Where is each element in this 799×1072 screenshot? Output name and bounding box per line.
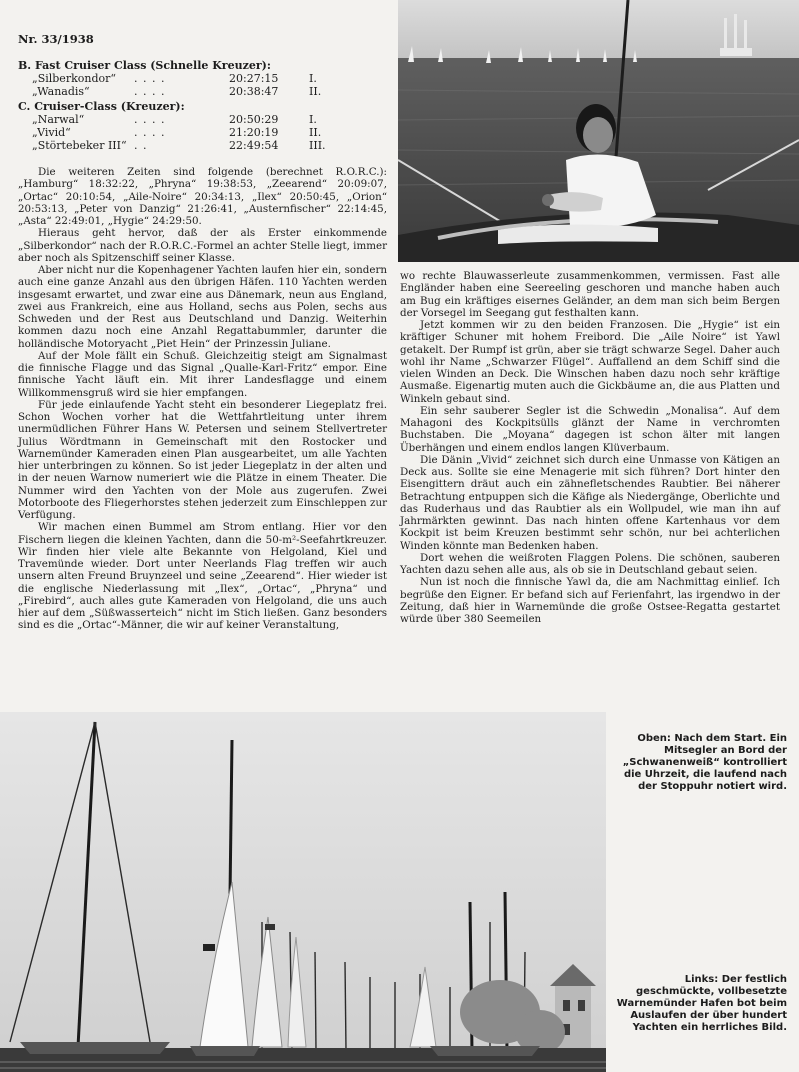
paragraph: Dort wehen die weißroten Flaggen Polens. Die schönen, sauberen Yachten dazu sehen alle aus, als ob sie in Deutschland gebaut seien. xyxy=(400,551,780,576)
harbour-yachts-photo xyxy=(0,712,606,1072)
result-row: „Vivid“ . . . . 21:20:19 II. xyxy=(32,126,322,140)
issue-number: Nr. 33/1938 xyxy=(18,32,94,46)
race-results xyxy=(18,58,388,152)
class-heading: C. Cruiser-Class (Kreuzer): xyxy=(18,99,185,113)
paragraph: Für jede einlaufende Yacht steht ein besonderer Liegeplatz frei. Schon Wochen vorher hat die Wettfahrtleitung unter ihrem unermüdlichen Führer Hans W. Petersen und seinem Stellvertreter Julius Wördtmann in Gemeinschaft mit den Rostocker und Warnemünder Kameraden einen Plan ausgearbeitet, um alle Yachten hier unterbringen zu können. So ist jeder Liegeplatz in der alten und in der neuen Warnow numeriert wie die Plätze in einem Theater. Die Nummer wird den Yachten von der Mole aus zugerufen. Zwei Motorboote des Fliegerhorstes stehen jederzeit zum Einschleppen zur Verfügung. xyxy=(18,398,387,521)
paragraph: Auf der Mole fällt ein Schuß. Gleichzeitig steigt am Signalmast die finnische Flagge und das Signal „Qualle-Karl-Fritz“ empor. Eine finnische Yacht läuft ein. Mit ihrer Landesflagge und einem Willkommensgruß wird sie hier empfangen. xyxy=(18,349,387,399)
paragraph: Hieraus geht hervor, daß der als Erster einkommende „Silberkondor“ nach der R.O.R.C.-Formel an achter Stelle liegt, immer aber noch als Spitzenschiff seiner Klasse. xyxy=(18,227,387,264)
result-row: „Störtebeker III“ . . 22:49:54 III. xyxy=(32,139,326,153)
caption-bottom-photo: Links: Der festlich geschmückte, vollbesetzte Warnemünder Hafen bot beim Auslaufen der über hundert Yachten ein herrliches Bild. xyxy=(616,974,787,1033)
paragraph: Ein sehr sauberer Segler ist die Schwedin „Monalisa“. Auf dem Mahagoni des Kockpitsülls glänzt der Name in verchromten Buchstaben. Die „Moyana“ dagegen ist schon älter mit langen Überhängen und einem endlos langen Klüverbaum. xyxy=(400,404,780,454)
sailing-crew-photo xyxy=(398,0,799,262)
class-heading: B. Fast Cruiser Class (Schnelle Kreuzer): xyxy=(18,59,271,72)
paragraph: Die weiteren Zeiten sind folgende (berechnet R.O.R.C.): „Hamburg“ 18:32:22, „Phryna“ 19:38:53, „Zeearend“ 20:09:07, „Ortac“ 20:10:54, „Aile-Noire“ 20:34:13, „Ilex“ 20:50:45, „Orion“ 20:53:13, „Peter von Danzig“ 21:26:41, „Austernfischer“ 22:14:45, „Asta“ 22:49:01, „Hygie“ 24:29:50. xyxy=(18,166,387,227)
article-left-column xyxy=(18,166,387,632)
result-row: „Narwal“ . . . . 20:50:29 I. xyxy=(32,112,317,126)
result-row: „Silberkondor“ . . . . 20:27:15 I. xyxy=(32,72,317,86)
result-class-b xyxy=(18,59,388,99)
paragraph: Wir machen einen Bummel am Strom entlang. Hier vor den Fischern liegen die kleinen Yachten, dann die 50-m²-Seefahrtkreuzer. Wir finden hier viele alte Bekannte von Helgoland, Kiel und Travemünde wieder. Dort unter Neerlands Flag treffen wir auch unsern alten Freund Bruynzeel und seine „Zeearend“. Hier wieder ist die englische Niederlassung mit „Ilex“, „Ortac“, „Phryna“ und „Firebird“, auch alles gute Kameraden von Helgoland, die uns auch hier auf dem „Süßwasserteich“ nicht im Stich ließen. Ganz besonders sind es die „Ortac“-Männer, die wir auf keiner Veranstaltung, xyxy=(18,521,387,632)
paragraph: Aber nicht nur die Kopenhagener Yachten laufen hier ein, sondern auch eine ganze Anzahl aus den übrigen Häfen. 110 Yachten werden insgesamt erwartet, und zwar eine aus Dänemark, neun aus England, zwei aus Frankreich, eine aus Holland, sechs aus Polen, sechs aus Schweden und der Rest aus Deutschland und Danzig. Weiterhin kommen dazu noch eine Anzahl Regattabummler, darunter die holländische Motoryacht „Piet Hein“ der Prinzessin Juliane. xyxy=(18,264,387,350)
paragraph: Jetzt kommen wir zu den beiden Franzosen. Die „Hygie“ ist ein kräftiger Schuner mit hohem Freibord. Die „Aile Noire“ ist Yawl getakelt. Der Rumpf ist grün, aber sie trägt schwarze Segel. Daher auch wohl ihr Name „Schwarzer Flügel“. Auffallend an dem Schiff sind die vielen Winden an Deck. Die Winschen haben dazu noch sehr kräftige Ausmaße. Eigenartig muten auch die Gickbäume an, die aus Platten und Winkeln gebaut sind. xyxy=(400,319,780,405)
caption-top-photo: Oben: Nach dem Start. Ein Mitsegler an Bord der „Schwanenweiß“ kontrolliert die Uhrzeit, die laufend nach der Stoppuhr notiert wird. xyxy=(622,733,787,792)
result-row: „Wanadis“ . . . . 20:38:47 II. xyxy=(32,85,322,99)
paragraph: wo rechte Blauwasserleute zusammenkommen, vermissen. Fast alle Engländer haben eine Seereeling geschoren und manche haben auch am Bug ein kräftiges eisernes Geländer, an dem man sich beim Bergen der Vorsegel im Seegang gut festhalten kann. xyxy=(400,270,780,319)
paragraph: Die Dänin „Vivid“ zeichnet sich durch eine Unmasse von Kätigen an Deck aus. Sollte sie eine Menagerie mit sich führen? Dort hinter den Eisengittern dräut auch ein zähnefletschendes Raubtier. Bei näherer Betrachtung entpuppen sich die Käfige als Niedergänge, Oberlichte und das Ruderhaus und das Raubtier als ein Wollpudel, wie man ihn auf Jahrmärkten gewinnt. Das nach hinten offene Kartenhaus vor dem Kockpit ist beim Kreuzen bestimmt sehr schön, nur bei achterlichen Winden könnte man Bedenken haben. xyxy=(400,453,780,552)
article-right-column xyxy=(400,270,780,625)
result-class-c xyxy=(18,100,388,153)
paragraph: Nun ist noch die finnische Yawl da, die am Nachmittag einlief. Ich begrüße den Eigner. Er befand sich auf Ferienfahrt, las irgendwo in der Zeitung, daß hier in Warnemünde die große Ostsee-Regatta gestartet würde über 380 Seemeilen xyxy=(400,576,780,625)
